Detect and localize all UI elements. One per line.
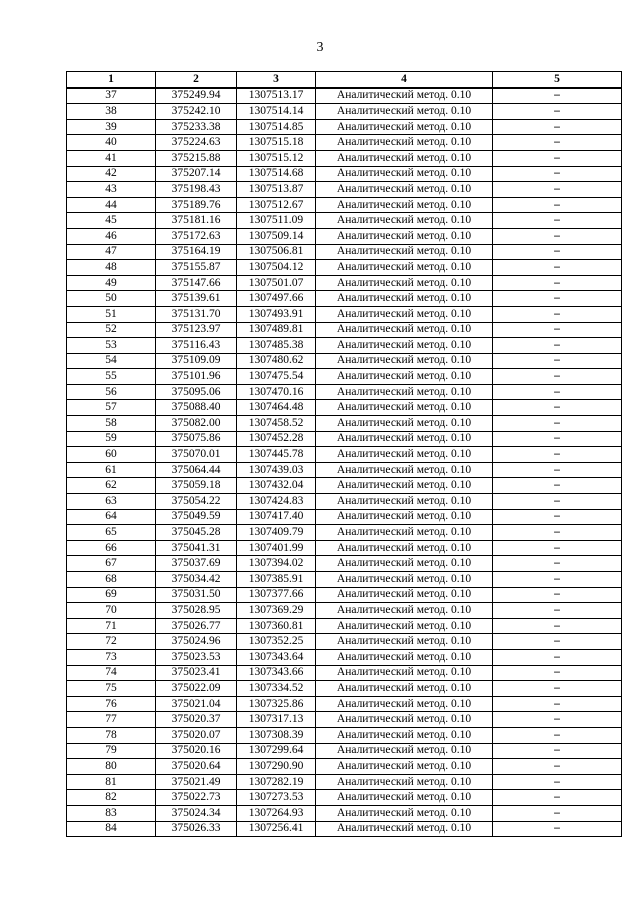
note-cell: – bbox=[493, 260, 622, 276]
y-coordinate-cell: 1307513.87 bbox=[237, 182, 316, 198]
method-accuracy-cell: Аналитический метод. 0.10 bbox=[316, 540, 493, 556]
y-coordinate-cell: 1307515.18 bbox=[237, 135, 316, 151]
x-coordinate-cell: 375123.97 bbox=[156, 322, 237, 338]
note-cell: – bbox=[493, 431, 622, 447]
x-coordinate-cell: 375064.44 bbox=[156, 462, 237, 478]
point-number-cell: 65 bbox=[67, 525, 156, 541]
x-coordinate-cell: 375207.14 bbox=[156, 166, 237, 182]
note-cell: – bbox=[493, 182, 622, 198]
x-coordinate-cell: 375020.07 bbox=[156, 727, 237, 743]
point-number-cell: 37 bbox=[67, 88, 156, 104]
method-accuracy-cell: Аналитический метод. 0.10 bbox=[316, 384, 493, 400]
table-row bbox=[67, 400, 622, 416]
method-accuracy-cell: Аналитический метод. 0.10 bbox=[316, 135, 493, 151]
x-coordinate-cell: 375049.59 bbox=[156, 509, 237, 525]
note-cell: – bbox=[493, 649, 622, 665]
method-accuracy-cell: Аналитический метод. 0.10 bbox=[316, 634, 493, 650]
method-accuracy-cell: Аналитический метод. 0.10 bbox=[316, 727, 493, 743]
point-number-cell: 56 bbox=[67, 384, 156, 400]
table-row bbox=[67, 213, 622, 229]
note-cell: – bbox=[493, 478, 622, 494]
point-number-cell: 55 bbox=[67, 369, 156, 385]
y-coordinate-cell: 1307343.64 bbox=[237, 649, 316, 665]
point-number-cell: 50 bbox=[67, 291, 156, 307]
y-coordinate-cell: 1307514.85 bbox=[237, 119, 316, 135]
x-coordinate-cell: 375041.31 bbox=[156, 540, 237, 556]
table-row bbox=[67, 696, 622, 712]
y-coordinate-cell: 1307509.14 bbox=[237, 228, 316, 244]
method-accuracy-cell: Аналитический метод. 0.10 bbox=[316, 525, 493, 541]
y-coordinate-cell: 1307511.09 bbox=[237, 213, 316, 229]
x-coordinate-cell: 375026.77 bbox=[156, 618, 237, 634]
y-coordinate-cell: 1307290.90 bbox=[237, 759, 316, 775]
table-row bbox=[67, 197, 622, 213]
y-coordinate-cell: 1307282.19 bbox=[237, 774, 316, 790]
x-coordinate-cell: 375101.96 bbox=[156, 369, 237, 385]
table-row bbox=[67, 244, 622, 260]
table-row bbox=[67, 228, 622, 244]
note-cell: – bbox=[493, 603, 622, 619]
y-coordinate-cell: 1307513.17 bbox=[237, 88, 316, 104]
point-number-cell: 41 bbox=[67, 150, 156, 166]
method-accuracy-cell: Аналитический метод. 0.10 bbox=[316, 649, 493, 665]
x-coordinate-cell: 375070.01 bbox=[156, 447, 237, 463]
y-coordinate-cell: 1307352.25 bbox=[237, 634, 316, 650]
point-number-cell: 48 bbox=[67, 260, 156, 276]
method-accuracy-cell: Аналитический метод. 0.10 bbox=[316, 478, 493, 494]
table-row bbox=[67, 88, 622, 104]
point-number-cell: 84 bbox=[67, 821, 156, 837]
x-coordinate-cell: 375022.09 bbox=[156, 681, 237, 697]
note-cell: – bbox=[493, 790, 622, 806]
point-number-cell: 78 bbox=[67, 727, 156, 743]
y-coordinate-cell: 1307514.68 bbox=[237, 166, 316, 182]
table-row bbox=[67, 603, 622, 619]
point-number-cell: 58 bbox=[67, 416, 156, 432]
x-coordinate-cell: 375088.40 bbox=[156, 400, 237, 416]
y-coordinate-cell: 1307299.64 bbox=[237, 743, 316, 759]
y-coordinate-cell: 1307417.40 bbox=[237, 509, 316, 525]
method-accuracy-cell: Аналитический метод. 0.10 bbox=[316, 322, 493, 338]
point-number-cell: 61 bbox=[67, 462, 156, 478]
table-row bbox=[67, 587, 622, 603]
x-coordinate-cell: 375164.19 bbox=[156, 244, 237, 260]
y-coordinate-cell: 1307452.28 bbox=[237, 431, 316, 447]
note-cell: – bbox=[493, 587, 622, 603]
header-col-1: 1 bbox=[67, 72, 156, 88]
y-coordinate-cell: 1307369.29 bbox=[237, 603, 316, 619]
point-number-cell: 39 bbox=[67, 119, 156, 135]
note-cell: – bbox=[493, 509, 622, 525]
table-row bbox=[67, 353, 622, 369]
note-cell: – bbox=[493, 821, 622, 837]
x-coordinate-cell: 375021.49 bbox=[156, 774, 237, 790]
point-number-cell: 70 bbox=[67, 603, 156, 619]
table-row bbox=[67, 338, 622, 354]
x-coordinate-cell: 375020.37 bbox=[156, 712, 237, 728]
table-row bbox=[67, 805, 622, 821]
x-coordinate-cell: 375172.63 bbox=[156, 228, 237, 244]
method-accuracy-cell: Аналитический метод. 0.10 bbox=[316, 556, 493, 572]
note-cell: – bbox=[493, 338, 622, 354]
x-coordinate-cell: 375147.66 bbox=[156, 275, 237, 291]
table-row bbox=[67, 494, 622, 510]
note-cell: – bbox=[493, 743, 622, 759]
y-coordinate-cell: 1307317.13 bbox=[237, 712, 316, 728]
note-cell: – bbox=[493, 805, 622, 821]
table-row bbox=[67, 727, 622, 743]
x-coordinate-cell: 375075.86 bbox=[156, 431, 237, 447]
y-coordinate-cell: 1307470.16 bbox=[237, 384, 316, 400]
method-accuracy-cell: Аналитический метод. 0.10 bbox=[316, 790, 493, 806]
point-number-cell: 52 bbox=[67, 322, 156, 338]
x-coordinate-cell: 375023.41 bbox=[156, 665, 237, 681]
point-number-cell: 60 bbox=[67, 447, 156, 463]
x-coordinate-cell: 375034.42 bbox=[156, 572, 237, 588]
y-coordinate-cell: 1307512.67 bbox=[237, 197, 316, 213]
x-coordinate-cell: 375181.16 bbox=[156, 213, 237, 229]
point-number-cell: 54 bbox=[67, 353, 156, 369]
point-number-cell: 45 bbox=[67, 213, 156, 229]
x-coordinate-cell: 375021.04 bbox=[156, 696, 237, 712]
y-coordinate-cell: 1307489.81 bbox=[237, 322, 316, 338]
x-coordinate-cell: 375249.94 bbox=[156, 88, 237, 104]
point-number-cell: 63 bbox=[67, 494, 156, 510]
point-number-cell: 66 bbox=[67, 540, 156, 556]
y-coordinate-cell: 1307394.02 bbox=[237, 556, 316, 572]
x-coordinate-cell: 375139.61 bbox=[156, 291, 237, 307]
table-row bbox=[67, 291, 622, 307]
note-cell: – bbox=[493, 150, 622, 166]
note-cell: – bbox=[493, 353, 622, 369]
y-coordinate-cell: 1307334.52 bbox=[237, 681, 316, 697]
method-accuracy-cell: Аналитический метод. 0.10 bbox=[316, 587, 493, 603]
method-accuracy-cell: Аналитический метод. 0.10 bbox=[316, 150, 493, 166]
method-accuracy-cell: Аналитический метод. 0.10 bbox=[316, 213, 493, 229]
y-coordinate-cell: 1307514.14 bbox=[237, 104, 316, 120]
x-coordinate-cell: 375023.53 bbox=[156, 649, 237, 665]
note-cell: – bbox=[493, 244, 622, 260]
y-coordinate-cell: 1307308.39 bbox=[237, 727, 316, 743]
x-coordinate-cell: 375028.95 bbox=[156, 603, 237, 619]
y-coordinate-cell: 1307401.99 bbox=[237, 540, 316, 556]
point-number-cell: 83 bbox=[67, 805, 156, 821]
y-coordinate-cell: 1307343.66 bbox=[237, 665, 316, 681]
x-coordinate-cell: 375095.06 bbox=[156, 384, 237, 400]
note-cell: – bbox=[493, 291, 622, 307]
point-number-cell: 68 bbox=[67, 572, 156, 588]
x-coordinate-cell: 375155.87 bbox=[156, 260, 237, 276]
note-cell: – bbox=[493, 416, 622, 432]
note-cell: – bbox=[493, 135, 622, 151]
y-coordinate-cell: 1307493.91 bbox=[237, 306, 316, 322]
method-accuracy-cell: Аналитический метод. 0.10 bbox=[316, 821, 493, 837]
note-cell: – bbox=[493, 727, 622, 743]
note-cell: – bbox=[493, 322, 622, 338]
point-number-cell: 76 bbox=[67, 696, 156, 712]
table-row bbox=[67, 431, 622, 447]
x-coordinate-cell: 375215.88 bbox=[156, 150, 237, 166]
x-coordinate-cell: 375242.10 bbox=[156, 104, 237, 120]
point-number-cell: 77 bbox=[67, 712, 156, 728]
note-cell: – bbox=[493, 166, 622, 182]
point-number-cell: 42 bbox=[67, 166, 156, 182]
method-accuracy-cell: Аналитический метод. 0.10 bbox=[316, 104, 493, 120]
method-accuracy-cell: Аналитический метод. 0.10 bbox=[316, 197, 493, 213]
header-col-4: 4 bbox=[316, 72, 493, 88]
note-cell: – bbox=[493, 681, 622, 697]
method-accuracy-cell: Аналитический метод. 0.10 bbox=[316, 88, 493, 104]
header-col-3: 3 bbox=[237, 72, 316, 88]
table-row bbox=[67, 135, 622, 151]
table-row bbox=[67, 525, 622, 541]
table-row bbox=[67, 416, 622, 432]
table-row bbox=[67, 119, 622, 135]
note-cell: – bbox=[493, 525, 622, 541]
point-number-cell: 82 bbox=[67, 790, 156, 806]
x-coordinate-cell: 375031.50 bbox=[156, 587, 237, 603]
y-coordinate-cell: 1307504.12 bbox=[237, 260, 316, 276]
method-accuracy-cell: Аналитический метод. 0.10 bbox=[316, 291, 493, 307]
note-cell: – bbox=[493, 634, 622, 650]
method-accuracy-cell: Аналитический метод. 0.10 bbox=[316, 369, 493, 385]
method-accuracy-cell: Аналитический метод. 0.10 bbox=[316, 665, 493, 681]
point-number-cell: 49 bbox=[67, 275, 156, 291]
y-coordinate-cell: 1307458.52 bbox=[237, 416, 316, 432]
method-accuracy-cell: Аналитический метод. 0.10 bbox=[316, 244, 493, 260]
point-number-cell: 72 bbox=[67, 634, 156, 650]
method-accuracy-cell: Аналитический метод. 0.10 bbox=[316, 509, 493, 525]
header-col-2: 2 bbox=[156, 72, 237, 88]
method-accuracy-cell: Аналитический метод. 0.10 bbox=[316, 166, 493, 182]
y-coordinate-cell: 1307464.48 bbox=[237, 400, 316, 416]
note-cell: – bbox=[493, 447, 622, 463]
y-coordinate-cell: 1307325.86 bbox=[237, 696, 316, 712]
table-row bbox=[67, 182, 622, 198]
method-accuracy-cell: Аналитический метод. 0.10 bbox=[316, 260, 493, 276]
note-cell: – bbox=[493, 494, 622, 510]
method-accuracy-cell: Аналитический метод. 0.10 bbox=[316, 774, 493, 790]
note-cell: – bbox=[493, 104, 622, 120]
table-body bbox=[67, 88, 622, 837]
y-coordinate-cell: 1307480.62 bbox=[237, 353, 316, 369]
y-coordinate-cell: 1307485.38 bbox=[237, 338, 316, 354]
method-accuracy-cell: Аналитический метод. 0.10 bbox=[316, 805, 493, 821]
note-cell: – bbox=[493, 462, 622, 478]
method-accuracy-cell: Аналитический метод. 0.10 bbox=[316, 400, 493, 416]
note-cell: – bbox=[493, 540, 622, 556]
method-accuracy-cell: Аналитический метод. 0.10 bbox=[316, 462, 493, 478]
table-row bbox=[67, 322, 622, 338]
point-number-cell: 69 bbox=[67, 587, 156, 603]
x-coordinate-cell: 375022.73 bbox=[156, 790, 237, 806]
header-row bbox=[67, 72, 622, 88]
y-coordinate-cell: 1307360.81 bbox=[237, 618, 316, 634]
note-cell: – bbox=[493, 665, 622, 681]
x-coordinate-cell: 375059.18 bbox=[156, 478, 237, 494]
note-cell: – bbox=[493, 306, 622, 322]
x-coordinate-cell: 375198.43 bbox=[156, 182, 237, 198]
y-coordinate-cell: 1307439.03 bbox=[237, 462, 316, 478]
table-row bbox=[67, 556, 622, 572]
x-coordinate-cell: 375054.22 bbox=[156, 494, 237, 510]
point-number-cell: 59 bbox=[67, 431, 156, 447]
y-coordinate-cell: 1307264.93 bbox=[237, 805, 316, 821]
table-row bbox=[67, 462, 622, 478]
method-accuracy-cell: Аналитический метод. 0.10 bbox=[316, 306, 493, 322]
method-accuracy-cell: Аналитический метод. 0.10 bbox=[316, 416, 493, 432]
x-coordinate-cell: 375109.09 bbox=[156, 353, 237, 369]
x-coordinate-cell: 375037.69 bbox=[156, 556, 237, 572]
header-col-5: 5 bbox=[493, 72, 622, 88]
x-coordinate-cell: 375026.33 bbox=[156, 821, 237, 837]
point-number-cell: 64 bbox=[67, 509, 156, 525]
table-row bbox=[67, 306, 622, 322]
method-accuracy-cell: Аналитический метод. 0.10 bbox=[316, 275, 493, 291]
point-number-cell: 53 bbox=[67, 338, 156, 354]
y-coordinate-cell: 1307256.41 bbox=[237, 821, 316, 837]
note-cell: – bbox=[493, 384, 622, 400]
method-accuracy-cell: Аналитический метод. 0.10 bbox=[316, 759, 493, 775]
note-cell: – bbox=[493, 696, 622, 712]
note-cell: – bbox=[493, 774, 622, 790]
note-cell: – bbox=[493, 228, 622, 244]
point-number-cell: 40 bbox=[67, 135, 156, 151]
y-coordinate-cell: 1307501.07 bbox=[237, 275, 316, 291]
point-number-cell: 62 bbox=[67, 478, 156, 494]
table-row bbox=[67, 275, 622, 291]
point-number-cell: 67 bbox=[67, 556, 156, 572]
method-accuracy-cell: Аналитический метод. 0.10 bbox=[316, 447, 493, 463]
table-row bbox=[67, 649, 622, 665]
x-coordinate-cell: 375024.34 bbox=[156, 805, 237, 821]
method-accuracy-cell: Аналитический метод. 0.10 bbox=[316, 681, 493, 697]
note-cell: – bbox=[493, 88, 622, 104]
x-coordinate-cell: 375082.00 bbox=[156, 416, 237, 432]
point-number-cell: 79 bbox=[67, 743, 156, 759]
y-coordinate-cell: 1307515.12 bbox=[237, 150, 316, 166]
method-accuracy-cell: Аналитический метод. 0.10 bbox=[316, 603, 493, 619]
point-number-cell: 38 bbox=[67, 104, 156, 120]
x-coordinate-cell: 375020.64 bbox=[156, 759, 237, 775]
note-cell: – bbox=[493, 197, 622, 213]
note-cell: – bbox=[493, 712, 622, 728]
x-coordinate-cell: 375116.43 bbox=[156, 338, 237, 354]
method-accuracy-cell: Аналитический метод. 0.10 bbox=[316, 119, 493, 135]
x-coordinate-cell: 375224.63 bbox=[156, 135, 237, 151]
method-accuracy-cell: Аналитический метод. 0.10 bbox=[316, 338, 493, 354]
table-row bbox=[67, 759, 622, 775]
method-accuracy-cell: Аналитический метод. 0.10 bbox=[316, 696, 493, 712]
note-cell: – bbox=[493, 572, 622, 588]
point-number-cell: 47 bbox=[67, 244, 156, 260]
x-coordinate-cell: 375045.28 bbox=[156, 525, 237, 541]
method-accuracy-cell: Аналитический метод. 0.10 bbox=[316, 494, 493, 510]
table-row bbox=[67, 384, 622, 400]
table-row bbox=[67, 712, 622, 728]
note-cell: – bbox=[493, 618, 622, 634]
table-row bbox=[67, 665, 622, 681]
method-accuracy-cell: Аналитический метод. 0.10 bbox=[316, 712, 493, 728]
point-number-cell: 75 bbox=[67, 681, 156, 697]
table-row bbox=[67, 634, 622, 650]
table-row bbox=[67, 104, 622, 120]
table-row bbox=[67, 540, 622, 556]
y-coordinate-cell: 1307432.04 bbox=[237, 478, 316, 494]
y-coordinate-cell: 1307475.54 bbox=[237, 369, 316, 385]
table-row bbox=[67, 260, 622, 276]
method-accuracy-cell: Аналитический метод. 0.10 bbox=[316, 182, 493, 198]
table-row bbox=[67, 166, 622, 182]
y-coordinate-cell: 1307377.66 bbox=[237, 587, 316, 603]
point-number-cell: 74 bbox=[67, 665, 156, 681]
point-number-cell: 46 bbox=[67, 228, 156, 244]
note-cell: – bbox=[493, 119, 622, 135]
coordinates-table bbox=[66, 71, 622, 837]
method-accuracy-cell: Аналитический метод. 0.10 bbox=[316, 431, 493, 447]
point-number-cell: 44 bbox=[67, 197, 156, 213]
y-coordinate-cell: 1307497.66 bbox=[237, 291, 316, 307]
point-number-cell: 80 bbox=[67, 759, 156, 775]
table-row bbox=[67, 572, 622, 588]
method-accuracy-cell: Аналитический метод. 0.10 bbox=[316, 228, 493, 244]
note-cell: – bbox=[493, 759, 622, 775]
table-row bbox=[67, 618, 622, 634]
point-number-cell: 57 bbox=[67, 400, 156, 416]
table-row bbox=[67, 509, 622, 525]
page-number: 3 bbox=[316, 40, 324, 55]
y-coordinate-cell: 1307385.91 bbox=[237, 572, 316, 588]
y-coordinate-cell: 1307424.83 bbox=[237, 494, 316, 510]
note-cell: – bbox=[493, 400, 622, 416]
y-coordinate-cell: 1307409.79 bbox=[237, 525, 316, 541]
table-row bbox=[67, 790, 622, 806]
point-number-cell: 51 bbox=[67, 306, 156, 322]
x-coordinate-cell: 375131.70 bbox=[156, 306, 237, 322]
method-accuracy-cell: Аналитический метод. 0.10 bbox=[316, 572, 493, 588]
note-cell: – bbox=[493, 213, 622, 229]
x-coordinate-cell: 375189.76 bbox=[156, 197, 237, 213]
table-row bbox=[67, 150, 622, 166]
x-coordinate-cell: 375233.38 bbox=[156, 119, 237, 135]
table-row bbox=[67, 743, 622, 759]
point-number-cell: 81 bbox=[67, 774, 156, 790]
method-accuracy-cell: Аналитический метод. 0.10 bbox=[316, 618, 493, 634]
table-row bbox=[67, 369, 622, 385]
note-cell: – bbox=[493, 556, 622, 572]
method-accuracy-cell: Аналитический метод. 0.10 bbox=[316, 743, 493, 759]
method-accuracy-cell: Аналитический метод. 0.10 bbox=[316, 353, 493, 369]
table-header bbox=[67, 72, 622, 88]
x-coordinate-cell: 375024.96 bbox=[156, 634, 237, 650]
table-row bbox=[67, 774, 622, 790]
point-number-cell: 73 bbox=[67, 649, 156, 665]
note-cell: – bbox=[493, 275, 622, 291]
table-row bbox=[67, 447, 622, 463]
point-number-cell: 71 bbox=[67, 618, 156, 634]
x-coordinate-cell: 375020.16 bbox=[156, 743, 237, 759]
note-cell: – bbox=[493, 369, 622, 385]
table-row bbox=[67, 681, 622, 697]
y-coordinate-cell: 1307273.53 bbox=[237, 790, 316, 806]
y-coordinate-cell: 1307445.78 bbox=[237, 447, 316, 463]
y-coordinate-cell: 1307506.81 bbox=[237, 244, 316, 260]
table-row bbox=[67, 478, 622, 494]
table-row bbox=[67, 821, 622, 837]
point-number-cell: 43 bbox=[67, 182, 156, 198]
